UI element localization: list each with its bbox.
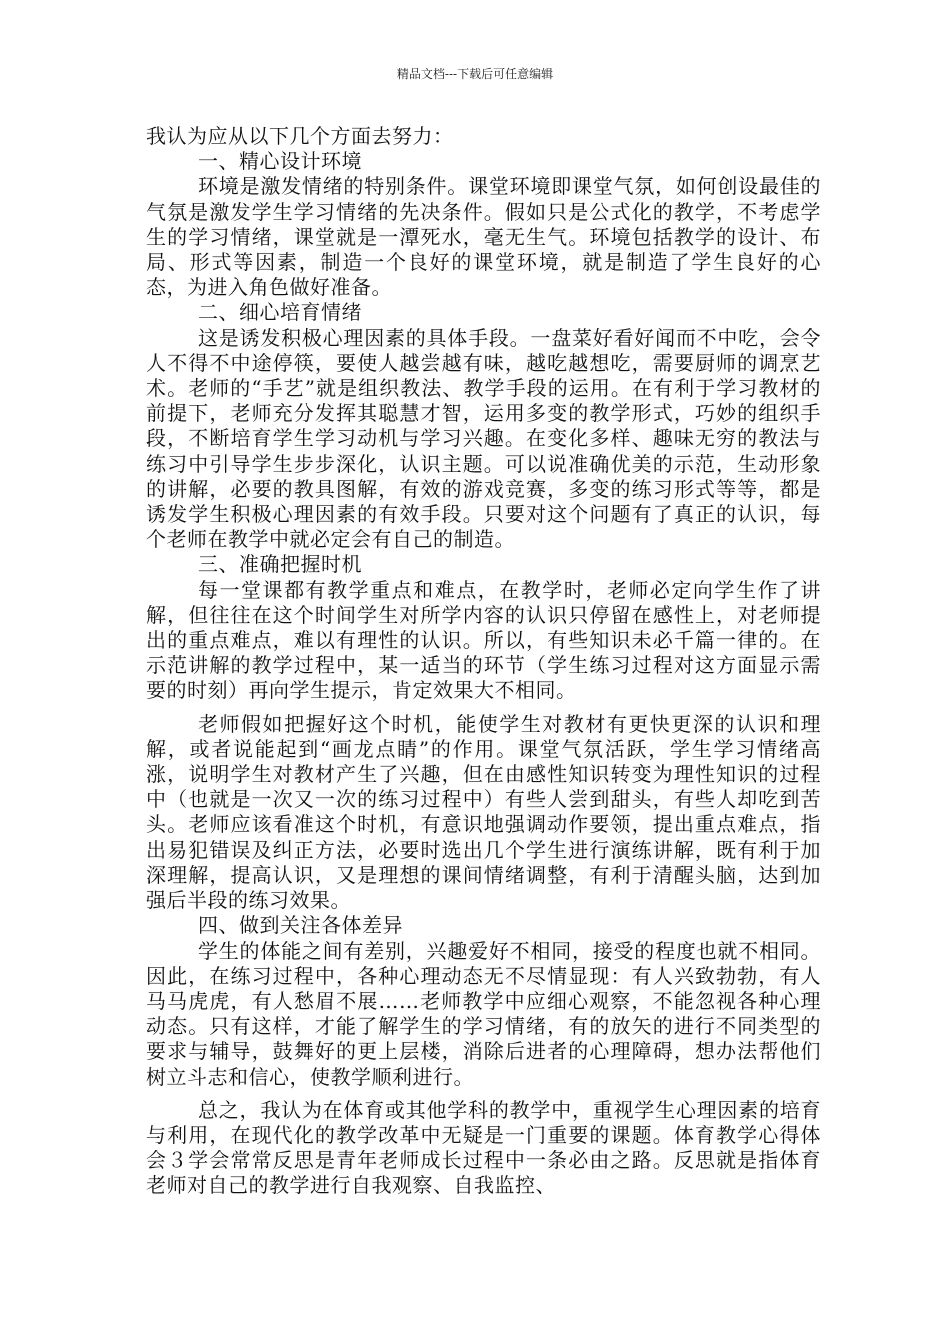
section-heading-3: 三、准确把握时机 bbox=[198, 552, 362, 577]
paragraph: 总之，我认为在体育或其他学科的教学中，重视学生心理因素的培育与利用，在现代化的教学改革中无疑是一门重要的课题。体育教学心得体会３学会常常反思是青年老师成长过程中一条必由之路。反思就是指体育老师对自己的教学进行自我观察、自我监控、 bbox=[146, 1097, 821, 1198]
page-header: 精品文档---下载后可任意编辑 bbox=[396, 67, 554, 81]
section-heading-1: 一、精心设计环境 bbox=[198, 149, 362, 174]
document-body bbox=[146, 124, 821, 1199]
paragraph: 这是诱发积极心理因素的具体手段。一盘菜好看好闻而不中吃，会令人不得不中途停筷，要使人越尝越有味，越吃越想吃，需要厨师的调烹艺术。老师的“手艺”就是组织教法、教学手段的运用。在有利于学习教材的前提下，老师充分发挥其聪慧才智，运用多变的教学形式，巧妙的组织手段，不断培育学生学习动机与学习兴趣。在变化多样、趣味无穷的教法与练习中引导学生步步深化，认识主题。可以说准确优美的示范，生动形象的讲解，必要的教具图解，有效的游戏竞赛，多变的练习形式等等，都是诱发学生积极心理因素的有效手段。只要对这个问题有了真正的认识，每个老师在教学中就必定会有自己的制造。 bbox=[146, 325, 821, 552]
paragraph: 环境是激发情绪的特别条件。课堂环境即课堂气氛，如何创设最佳的气氛是激发学生学习情绪的先决条件。假如只是公式化的教学，不考虑学生的学习情绪，课堂就是一潭死水，毫无生气。环境包括教学的设计、布局、形式等因素，制造一个良好的课堂环境，就是制造了学生良好的心态，为进入角色做好准备。 bbox=[146, 174, 821, 300]
intro-line: 我认为应从以下几个方面去努力： bbox=[146, 124, 454, 148]
paragraph: 学生的体能之间有差别，兴趣爱好不相同，接受的程度也就不相同。因此，在练习过程中，各种心理动态无不尽情显现：有人兴致勃勃，有人马马虎虎，有人愁眉不展……老师教学中应细心观察，不能忽视各种心理动态。只有这样，才能了解学生的学习情绪，有的放矢的进行不同类型的要求与辅导，鼓舞好的更上层楼，消除后进者的心理障碍，想办法帮他们树立斗志和信心，使教学顺利进行。 bbox=[146, 938, 821, 1089]
section-heading-2: 二、细心培育情绪 bbox=[198, 300, 362, 325]
paragraph: 每一堂课都有教学重点和难点，在教学时，老师必定向学生作了讲解，但往往在这个时间学生对所学内容的认识只停留在感性上，对老师提出的重点难点，难以有理性的认识。所以，有些知识未必千篇一律的。在示范讲解的教学过程中，某一适当的环节（学生练习过程对这方面显示需要的时刻）再向学生提示，肯定效果大不相同。 bbox=[146, 577, 821, 703]
section-heading-4: 四、做到关注各体差异 bbox=[198, 913, 403, 938]
paragraph: 老师假如把握好这个时机，能使学生对教材有更快更深的认识和理解，或者说能起到“画龙点睛”的作用。课堂气氛活跃，学生学习情绪高涨，说明学生对教材产生了兴趣，但在由感性知识转变为理性知识的过程中（也就是一次又一次的练习过程中）有些人尝到甜头，有些人却吃到苦头。老师应该看准这个时机，有意识地强调动作要领，提出重点难点，指出易犯错误及纠正方法，必要时选出几个学生进行演练讲解，既有利于加深理解，提高认识，又是理想的课间情绪调整，有利于清醒头脑，达到加强后半段的练习效果。 bbox=[146, 711, 821, 913]
